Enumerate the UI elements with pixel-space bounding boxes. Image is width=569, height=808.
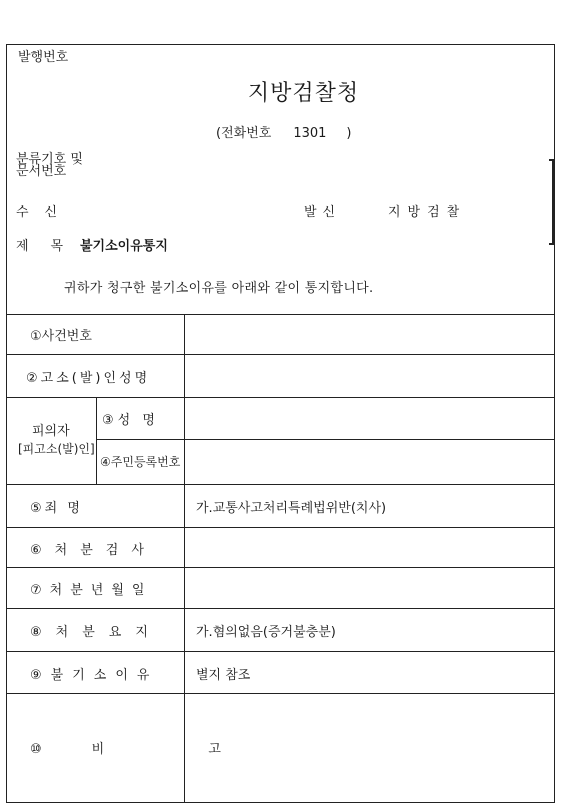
subject-label: 제목 (16, 239, 86, 254)
table-line (6, 484, 555, 485)
remarks-label: ⑩비 고 (30, 742, 271, 757)
phone-close: ) (346, 126, 352, 141)
table-line (6, 397, 555, 398)
table-line (6, 651, 555, 652)
phone-label: (전화번호 (216, 126, 272, 141)
recipient-label: 수신 (16, 205, 74, 220)
binder-clip-mark (546, 158, 556, 246)
disposition-date-label: ⑦처분년월일 (30, 583, 153, 598)
table-line (6, 608, 555, 609)
table-line (6, 693, 555, 694)
case-number-label: ①사건번호 (30, 329, 92, 344)
crime-label: ⑤죄 명 (30, 501, 83, 516)
reason-value: 별지 참조 (196, 668, 251, 683)
table-column-divider (96, 397, 97, 484)
reason-label: ⑨불기소이유 (30, 668, 159, 683)
prosecutor-label: ⑥처분검사 (30, 543, 157, 558)
disposition-summary-value: 가.혐의없음(증거불충분) (196, 625, 336, 640)
table-line (6, 567, 555, 568)
subject-value: 불기소이유통지 (80, 239, 168, 254)
sender-label: 발신 (304, 205, 342, 220)
table-line (6, 354, 555, 355)
suspect-group-label: 피의자 (32, 424, 70, 439)
intro-text: 귀하가 청구한 불기소이유를 아래와 같이 통지합니다. (64, 281, 374, 296)
phone-line (216, 122, 351, 141)
name-label: ③성 명 (102, 413, 159, 428)
table-line (96, 439, 555, 440)
suspect-group-sub: [피고소(발)인] (18, 442, 95, 456)
table-line (6, 314, 555, 315)
page-title: 지방검찰청 (247, 81, 360, 106)
phone-number: 1301 (293, 126, 327, 141)
disposition-summary-label: ⑧처분요지 (30, 625, 162, 640)
table-line (6, 527, 555, 528)
crime-value: 가.교통사고처리특례법위반(치사) (196, 501, 387, 516)
table-column-divider (184, 314, 185, 803)
sender-value: 지방검찰 (388, 205, 467, 220)
resident-number-label: ④주민등록번호 (100, 455, 181, 469)
classification-label: 분류기호 및 문서번호 (16, 152, 83, 179)
complainant-label: ②고소(발)인성명 (26, 371, 151, 386)
doc-number-label: 발행번호 (18, 50, 69, 65)
